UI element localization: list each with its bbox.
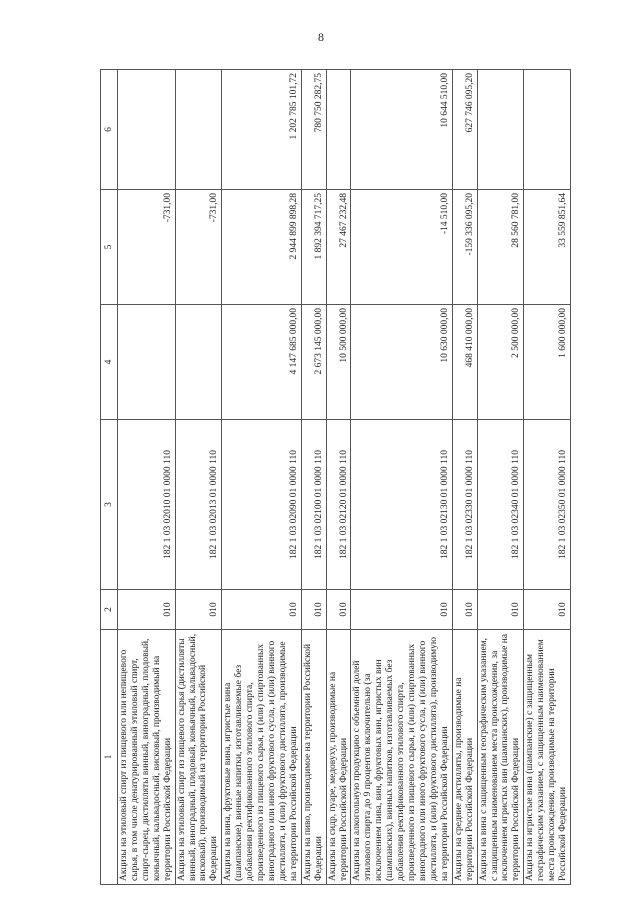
row-kbk: 182 1 03 02120 01 0000 110 [326,420,351,590]
row-code: 010 [175,590,222,630]
row-approved: 10 630 000,00 [351,305,452,420]
row-executed: -731,00 [175,190,222,305]
row-executed: 1 892 394 717,25 [301,190,326,305]
row-kbk: 182 1 03 02350 01 0000 110 [524,420,571,590]
row-unexecuted: 627 746 095,20 [452,70,477,190]
page-number: 8 [318,30,324,44]
row-code: 010 [222,590,301,630]
row-kbk: 182 1 03 02340 01 0000 110 [477,420,524,590]
table-body [118,70,571,885]
table-row [118,70,176,885]
row-name: Акцизы на сидр, пуаре, медовуху, производимые на территории Российской Федерации [326,630,351,885]
column-header-5: 5 [101,190,118,305]
table-row [524,70,571,885]
row-unexecuted: 1 202 785 101,72 [222,70,301,190]
row-unexecuted: 780 750 282,75 [301,70,326,190]
row-name: Акцизы на алкогольную продукцию с объемной долей этилового спирта до 9 процентов включительно (за исключением пива, вин, фруктовых вин, игристых вин (шампанских), винных напитков, изготавливаемых без добавления ректификованного этилового спирта, произведенного из пищевого сырья, и (или) спиртованных виноградного или иного фруктового сусла, и (или) винного дистиллята, и (или) фруктового дистиллята), производимую на территории Российской Федерации [351,630,452,885]
table-row [222,70,301,885]
row-unexecuted: 10 644 510,00 [351,70,452,190]
row-kbk: 182 1 03 02090 01 0000 110 [222,420,301,590]
row-approved: 1 600 000,00 [524,305,571,420]
column-header-4: 4 [101,305,118,420]
row-kbk: 182 1 03 02130 01 0000 110 [351,420,452,590]
row-name: Акцизы на пиво, производимое на территории Российской Федерации [301,630,326,885]
row-unexecuted [326,70,351,190]
column-header-3: 3 [101,420,118,590]
row-executed: -14 510,00 [351,190,452,305]
table-row [301,70,326,885]
row-name: Акцизы на этиловый спирт из пищевого или непищевого сырья, в том числе денатурированный этиловый спирт, спирт-сырец, дистилляты винный, виноградный, плодовый, коньячный, кальвадосный, висковый, производимый на территории Российской Федерации [118,630,176,885]
row-name: Акцизы на вина с защищенным географическим указанием, с защищенным наименованием места происхождения, за исключением игристых вин (шампанских), производимые на территории Российской Федерации [477,630,524,885]
column-header-1: 1 [101,630,118,885]
column-header-6: 6 [101,70,118,190]
row-code: 010 [351,590,452,630]
row-approved: 4 147 685 000,00 [222,305,301,420]
report-table [100,69,571,885]
row-executed: 33 559 851,64 [524,190,571,305]
table-row [175,70,222,885]
row-code: 010 [301,590,326,630]
row-unexecuted [524,70,571,190]
row-executed: -159 336 095,20 [452,190,477,305]
row-unexecuted [118,70,176,190]
row-kbk: 182 1 03 02013 01 0000 110 [175,420,222,590]
row-unexecuted [477,70,524,190]
row-approved [175,305,222,420]
row-code: 010 [477,590,524,630]
row-code: 010 [524,590,571,630]
table-row [351,70,452,885]
row-approved: 10 500 000,00 [326,305,351,420]
table-header-row [101,70,118,885]
row-approved [118,305,176,420]
column-header-2: 2 [101,590,118,630]
row-executed: 28 560 781,00 [477,190,524,305]
table-row [326,70,351,885]
table-row [477,70,524,885]
row-kbk: 182 1 03 02010 01 0000 110 [118,420,176,590]
row-unexecuted [175,70,222,190]
row-kbk: 182 1 03 02330 01 0000 110 [452,420,477,590]
row-kbk: 182 1 03 02100 01 0000 110 [301,420,326,590]
table-row [452,70,477,885]
row-name: Акцизы на средние дистилляты, производимые на территории Российской Федерации [452,630,477,885]
report-table-rotated [100,70,568,885]
row-code: 010 [452,590,477,630]
row-code: 010 [118,590,176,630]
row-name: Акцизы на игристые вина (шампанские) с защищенным географическим указанием, с защищенным наименованием места происхождения, производимые на территории Российской Федерации [524,630,571,885]
row-executed: 2 944 899 898,28 [222,190,301,305]
row-executed: -731,00 [118,190,176,305]
row-executed: 27 467 232,48 [326,190,351,305]
row-approved: 468 410 000,00 [452,305,477,420]
row-approved: 2 673 145 000,00 [301,305,326,420]
row-name: Акцизы на вина, фруктовые вина, игристые вина (шампанские), винные напитки, изготавливаемые без добавления ректификованного этилового спирта, произведенного из пищевого сырья, и (или) спиртованных виноградного или иного фруктового сусла, и (или) винного дистиллята, и (или) фруктового дистиллята, производимые на территории Российской Федерации [222,630,301,885]
row-name: Акцизы на этиловый спирт из пищевого сырья (дистилляты винный, виноградный, плодовый, коньячный, кальвадосный, висковый), производимый на территории Российской Федерации [175,630,222,885]
row-approved: 2 500 000,00 [477,305,524,420]
row-code: 010 [326,590,351,630]
